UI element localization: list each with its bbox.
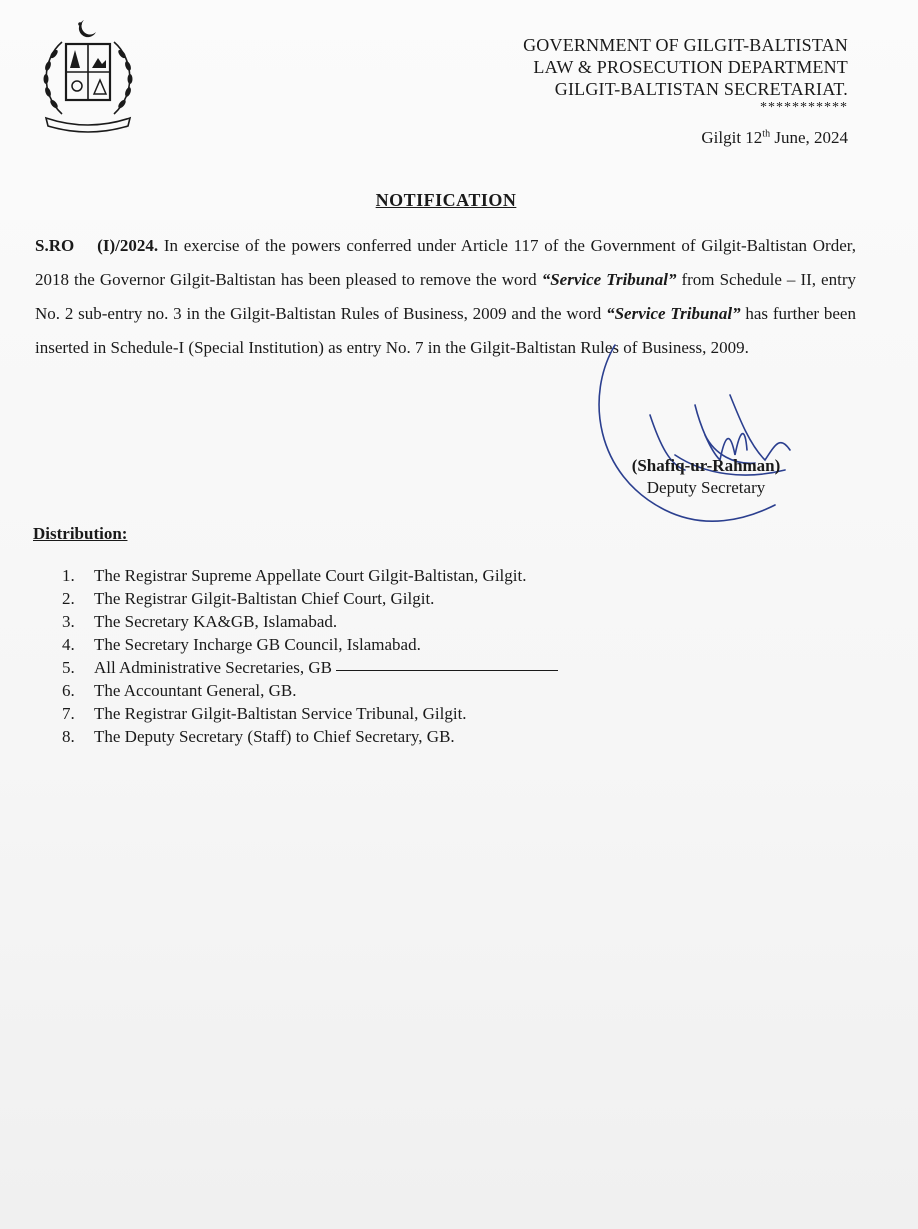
list-item-text: The Registrar Gilgit-Baltistan Chief Court, Gilgit. xyxy=(94,589,435,608)
list-item-number: 8. xyxy=(62,727,75,746)
document-date xyxy=(701,128,848,148)
blank-fill-line xyxy=(336,656,558,671)
letterhead-line-2: LAW & PROSECUTION DEPARTMENT xyxy=(533,57,848,77)
handwritten-signature xyxy=(575,335,815,535)
body-text-3: has further been inserted in Schedule-I (Special Institution) as entry No. 7 in the Gilgit-Baltistan Rules of Business, 2009. xyxy=(35,304,856,357)
list-item xyxy=(62,633,558,656)
letterhead-line-3: GILGIT-BALTISTAN SECRETARIAT. xyxy=(554,79,848,99)
body-text-1: In exercise of the powers conferred under Article 117 of the Government of Gilgit-Baltistan Order, 2018 the Governor Gilgit-Baltistan has been pleased to remove the word xyxy=(35,236,856,289)
list-item-text: All Administrative Secretaries, GB xyxy=(94,658,332,677)
notification-body xyxy=(35,229,856,365)
date-suffix: th xyxy=(762,128,771,140)
list-item xyxy=(62,564,558,587)
letterhead-line-1: GOVERNMENT OF GILGIT-BALTISTAN xyxy=(523,35,848,55)
list-item xyxy=(62,610,558,633)
list-item-number: 5. xyxy=(62,658,75,677)
list-item-text: The Secretary KA&GB, Islamabad. xyxy=(94,612,338,631)
list-item-text: The Accountant General, GB. xyxy=(94,681,297,700)
list-item-number: 1. xyxy=(62,566,75,585)
signatory-name: (Shafiq-ur-Rahman) xyxy=(631,456,781,475)
document-title: NOTIFICATION xyxy=(375,190,517,210)
list-item xyxy=(62,679,558,702)
letterhead-stars: *********** xyxy=(760,100,848,115)
list-item xyxy=(62,587,558,610)
signatory-designation: Deputy Secretary xyxy=(646,478,766,497)
list-item xyxy=(62,702,558,725)
list-item-number: 2. xyxy=(62,589,75,608)
signatory-block xyxy=(600,455,812,499)
date-prefix: Gilgit 12 xyxy=(701,128,763,147)
body-text-2: from Schedule – II, entry No. 2 sub-entry no. 3 in the Gilgit-Baltistan Rules of Business, 2009 and the word xyxy=(35,270,856,323)
list-item-text: The Secretary Incharge GB Council, Islamabad. xyxy=(94,635,421,654)
quoted-term-2: “Service Tribunal” xyxy=(606,304,741,323)
letterhead xyxy=(523,34,848,115)
list-item-number: 7. xyxy=(62,704,75,723)
sro-label: S.RO xyxy=(35,236,75,255)
list-item-text: The Registrar Supreme Appellate Court Gilgit-Baltistan, Gilgit. xyxy=(94,566,527,585)
list-item-text: The Deputy Secretary (Staff) to Chief Secretary, GB. xyxy=(94,727,455,746)
quoted-term-1: “Service Tribunal” xyxy=(541,270,677,289)
distribution-list xyxy=(62,564,558,748)
distribution-title: Distribution: xyxy=(33,524,128,543)
sro-number: (I)/2024. xyxy=(97,236,159,255)
gilgit-baltistan-emblem-icon xyxy=(32,14,144,134)
list-item-number: 4. xyxy=(62,635,75,654)
list-item xyxy=(62,725,558,748)
list-item xyxy=(62,656,558,679)
date-rest: June, 2024 xyxy=(770,128,848,147)
list-item-number: 6. xyxy=(62,681,75,700)
list-item-number: 3. xyxy=(62,612,75,631)
list-item-text: The Registrar Gilgit-Baltistan Service Tribunal, Gilgit. xyxy=(94,704,467,723)
